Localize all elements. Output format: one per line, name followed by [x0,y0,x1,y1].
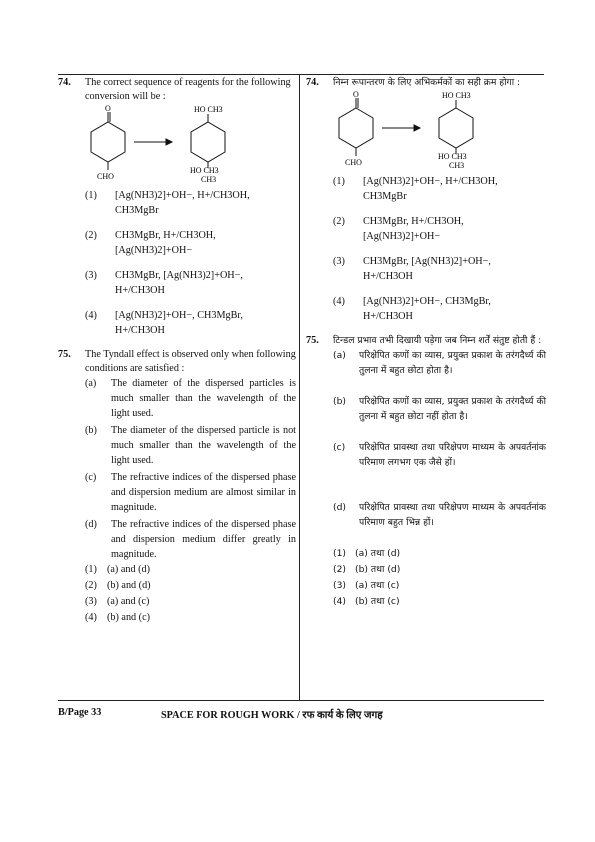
question-text: The Tyndall effect is observed only when following conditions are satisfied : [85,349,296,374]
statement-label: (b) [333,396,347,407]
q75-option-1[interactable] [85,562,296,578]
option-number: (2) [85,230,97,241]
statement-label: (d) [333,502,347,513]
statement-text: The diameter of the dispersed particle is not much smaller than the wavelength of the light used. [111,425,296,466]
q75-statement-d-hi [333,500,546,530]
product-bottom-groups: HO CH3 [438,152,467,161]
option-line: H+/CH3OH [115,325,165,336]
option-line: CH3MgBr, H+/CH3OH, [115,230,216,241]
statement-label: (a) [85,378,97,389]
option-line: H+/CH3OH [363,311,413,322]
q75-statement-a-hi [333,348,546,378]
statement-label: (c) [333,442,346,453]
statement-text: The refractive indices of the dispersed phase and dispersion medium differ greatly in magnitude. [111,519,296,560]
product-top-groups: HO CH3 [194,105,223,114]
q74-option-1[interactable] [85,188,296,218]
top-rule [58,74,544,75]
question-74-en [58,76,296,104]
option-number: (1) [333,548,347,559]
option-line: [Ag(NH3)2]+OH−, H+/CH3OH, [115,190,250,201]
q74-option-2-hi[interactable] [333,214,546,244]
product-bottom-ch3: CH3 [449,161,465,170]
q74-option-1-hi[interactable] [333,174,546,204]
option-text: (a) and (c) [107,596,150,607]
hindi-column [306,76,546,610]
option-number: (1) [333,176,345,187]
statement-label: (a) [333,350,346,361]
option-number: (1) [85,190,97,201]
q75-statement-b-hi [333,394,546,424]
statement-label: (b) [85,425,97,436]
option-number: (4) [85,612,97,623]
option-text: (b) तथा (c) [355,596,400,607]
question-74-hi [306,76,546,90]
option-text: (a) and (d) [107,564,150,575]
question-number: 75. [58,349,71,360]
reactant-carbonyl-o: O [105,104,111,113]
rough-work-label: SPACE FOR ROUGH WORK / रफ कार्य के लिए जगह [161,710,383,721]
bottom-rule [58,700,544,701]
question-75-hi [306,334,546,348]
option-number: (2) [333,564,347,575]
option-line: CH3MgBr, H+/CH3OH, [363,216,464,227]
product-bottom-ch3: CH3 [201,175,217,184]
statement-text: The diameter of the dispersed particles is much smaller than the wavelength of the light used. [111,378,296,419]
option-number: (1) [85,564,97,575]
statement-text: परिक्षेपित कणों का व्यास, प्रयुक्त प्रकाश के तरंगदैर्ध्य की तुलना में बहुत छोटा होता है। [359,350,546,376]
question-number: 74. [306,77,319,88]
q75-statement-c [85,470,296,515]
q74-option-3-hi[interactable] [333,254,546,284]
statement-label: (c) [85,472,97,483]
question-number: 74. [58,77,71,88]
option-text: (b) and (d) [107,580,151,591]
option-number: (2) [333,216,345,227]
option-number: (3) [85,270,97,281]
q75-statement-b [85,423,296,468]
question-text: The correct sequence of reagents for the following conversion will be : [85,77,291,102]
option-number: (2) [85,580,97,591]
reaction-structure-en [68,104,288,184]
option-number: (3) [85,596,97,607]
question-number: 75. [306,335,319,346]
q75-option-4[interactable] [85,610,296,626]
option-text: (a) तथा (c) [355,580,400,591]
page-number: B/Page 33 [58,707,102,718]
option-line: H+/CH3OH [363,271,413,282]
q75-option-3-hi[interactable] [333,578,546,594]
reactant-cho: CHO [97,172,114,181]
q75-option-2[interactable] [85,578,296,594]
q74-option-4-hi[interactable] [333,294,546,324]
q74-option-4[interactable] [85,308,296,338]
statement-text: परिक्षेपित प्रावस्था तथा परिक्षेपण माध्यम के अपवर्तनांक परिमाण बहुत भिन्न हों। [359,502,546,528]
option-line: [Ag(NH3)2]+OH− [115,245,193,256]
option-line: CH3MgBr [363,191,407,202]
reactant-cho: CHO [345,158,362,167]
reactant-carbonyl-o: O [353,90,359,99]
option-line: [Ag(NH3)2]+OH−, CH3MgBr, [363,296,491,307]
option-line: CH3MgBr, [Ag(NH3)2]+OH−, [363,256,491,267]
statement-text: परिक्षेपित प्रावस्था तथा परिक्षेपण माध्यम के अपवर्तनांक परिमाण लगभग एक जैसे हों। [359,442,546,468]
reaction-structure-hi [316,90,536,170]
option-line: CH3MgBr [115,205,159,216]
option-line: H+/CH3OH [115,285,165,296]
english-column [58,76,296,626]
option-line: [Ag(NH3)2]+OH− [363,231,441,242]
option-text: (b) तथा (d) [355,564,401,575]
q75-option-4-hi[interactable] [333,594,546,610]
statement-text: The refractive indices of the dispersed phase and dispersion medium are almost similar in magnitude. [111,472,296,513]
q74-option-2[interactable] [85,228,296,258]
q75-statement-d [85,517,296,562]
option-line: [Ag(NH3)2]+OH−, H+/CH3OH, [363,176,498,187]
question-text: टिन्डल प्रभाव तभी दिखायी पड़ेगा जब निम्न शर्तें संतुष्ट होती हैं : [333,335,542,346]
statement-label: (d) [85,519,97,530]
question-75-en [58,348,296,376]
q75-option-2-hi[interactable] [333,562,546,578]
option-text: (b) and (c) [107,612,150,623]
q75-statement-a [85,376,296,421]
option-number: (4) [85,310,97,321]
option-number: (4) [333,596,347,607]
product-bottom-groups: HO CH3 [190,166,219,175]
q75-statement-c-hi [333,440,546,470]
option-number: (4) [333,296,345,307]
statement-text: परिक्षेपित कणों का व्यास, प्रयुक्त प्रकाश के तरंगदैर्ध्य की तुलना में बहुत छोटा नहीं होता है। [359,396,546,422]
question-text: निम्न रूपान्तरण के लिए अभिकर्मकों का सही क्रम होगा : [333,77,521,88]
option-line: [Ag(NH3)2]+OH−, CH3MgBr, [115,310,243,321]
column-divider [299,74,300,700]
product-top-groups: HO CH3 [442,91,471,100]
option-line: CH3MgBr, [Ag(NH3)2]+OH−, [115,270,243,281]
q74-option-3[interactable] [85,268,296,298]
q75-option-3[interactable] [85,594,296,610]
q75-option-1-hi[interactable] [333,546,546,562]
option-number: (3) [333,256,345,267]
option-number: (3) [333,580,347,591]
option-text: (a) तथा (d) [355,548,401,559]
